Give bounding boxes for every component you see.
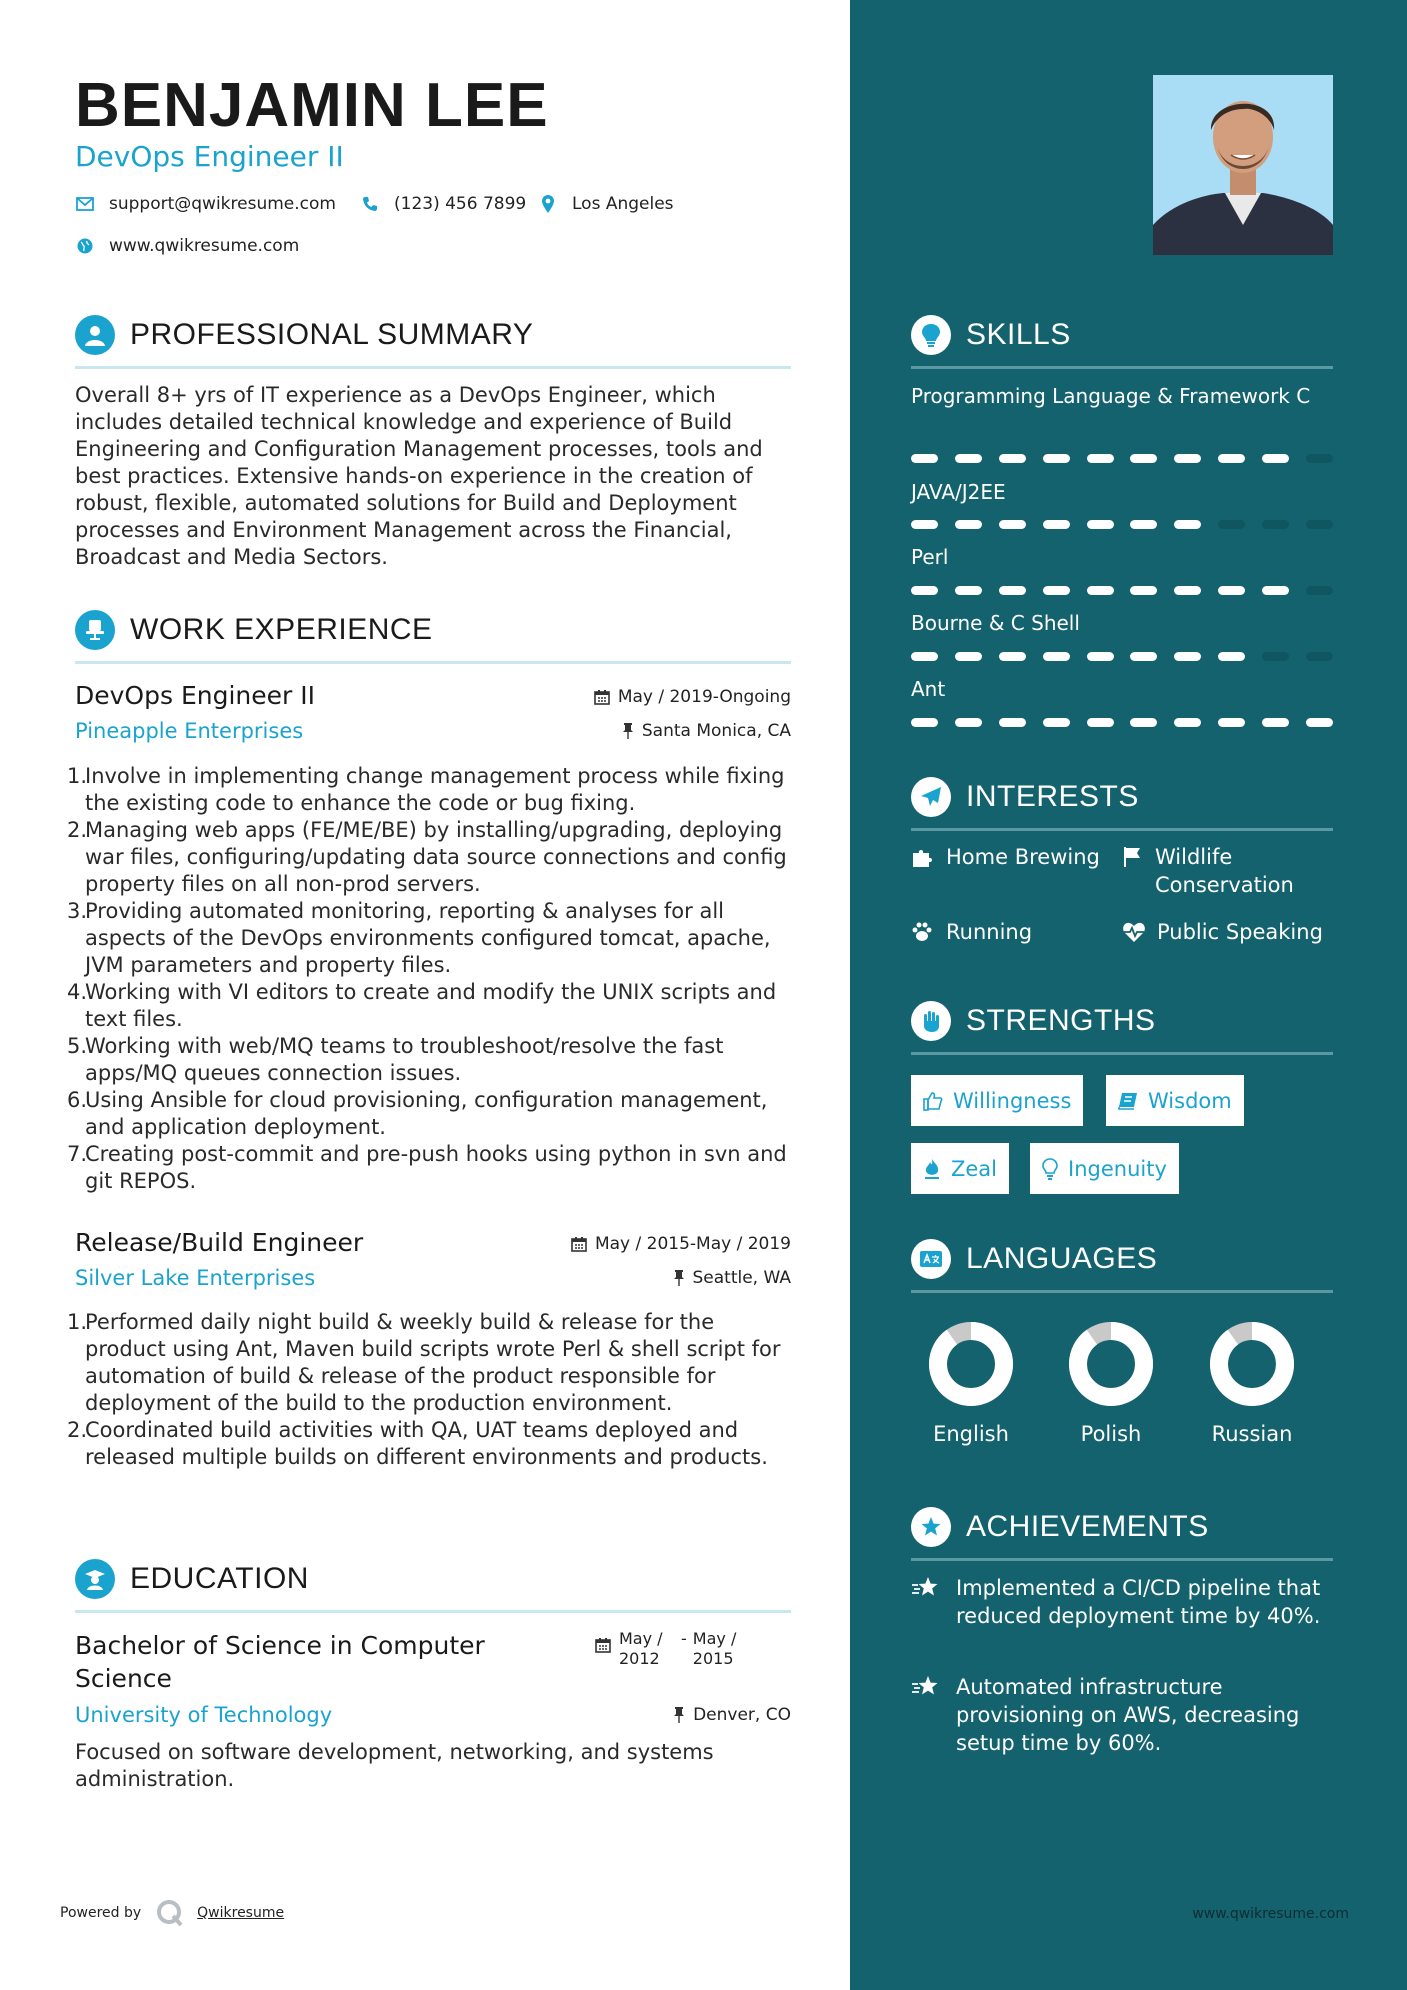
pushpin-icon (673, 1707, 685, 1723)
language-ring (916, 1318, 1026, 1410)
skill-level-bar (911, 718, 1333, 727)
heartbeat-icon (1122, 918, 1146, 950)
skill-item (911, 609, 1333, 638)
achievement-text: Implemented a CI/CD pipeline that reduced deployment time by 40%. (956, 1576, 1321, 1628)
school-name: University of Technology (75, 1703, 333, 1727)
languages-heading: LANGUAGES (966, 1242, 1158, 1275)
contact-phone[interactable] (360, 194, 526, 214)
envelope-icon (75, 194, 95, 214)
education-entry (75, 1629, 791, 1799)
education-heading: EDUCATION (130, 1562, 309, 1595)
skill-dot-filled (955, 652, 982, 661)
skill-dot-filled (999, 520, 1026, 529)
skill-level-bar (911, 586, 1333, 595)
skill-dot-filled (1130, 652, 1157, 661)
strength-badge (1106, 1075, 1244, 1126)
language-ring-fill (1219, 1331, 1285, 1397)
interest-item (1122, 918, 1323, 950)
education-divider (75, 1610, 791, 1613)
skill-dot-filled (999, 454, 1026, 463)
job-date-text: May / 2019-Ongoing (617, 687, 791, 707)
language-item (916, 1318, 1026, 1446)
education-section (75, 1558, 791, 1613)
pushpin-icon (673, 1270, 685, 1286)
skill-item (911, 478, 1333, 507)
degree-title: Bachelor of Science in Computer Science (75, 1631, 485, 1693)
skill-dot-filled (1130, 586, 1157, 595)
powered-by-label: Powered by (60, 1905, 142, 1921)
user-icon (75, 315, 115, 355)
skill-dot-empty (1306, 520, 1333, 529)
bullet-text: Using Ansible for cloud provisioning, configuration management, and application deployment. (85, 1088, 768, 1139)
language-label: Polish (1080, 1422, 1142, 1446)
skill-name: Bourne & C Shell (911, 611, 1080, 635)
summary-heading: PROFESSIONAL SUMMARY (130, 318, 534, 351)
bullet-text: Working with web/MQ teams to troubleshoot/resolve the fast apps/MQ queues connection issues. (85, 1034, 724, 1085)
education-dates: May / 2012 - May / 2015 (595, 1629, 755, 1669)
strength-label: Ingenuity (1068, 1156, 1167, 1181)
skill-dot-empty (1218, 520, 1245, 529)
website-text: www.qwikresume.com (109, 236, 300, 256)
skill-dot-empty (1262, 652, 1289, 661)
contact-location (538, 194, 674, 214)
skill-dot-filled (1130, 718, 1157, 727)
skill-dot-filled (1262, 586, 1289, 595)
job-company: Silver Lake Enterprises (75, 1266, 316, 1290)
job-date (594, 687, 791, 707)
skill-dot-filled (955, 454, 982, 463)
phone-icon (360, 194, 380, 214)
candidate-name: BENJAMIN LEE (75, 71, 549, 140)
language-ring (1197, 1318, 1307, 1410)
education-location (673, 1705, 791, 1725)
interests-section (911, 776, 1333, 944)
strengths-section (911, 1000, 1333, 1055)
achievements-section (911, 1506, 1333, 1755)
skill-dot-filled (1043, 586, 1070, 595)
job-title: Release/Build Engineer (75, 1228, 364, 1257)
skill-dot-filled (911, 652, 938, 661)
bullet-text: Involve in implementing change management process while fixing the existing code to enhance the code or bug fixing. (85, 764, 785, 815)
education-start: May / 2012 (619, 1629, 663, 1668)
paper-plane-icon (911, 777, 951, 817)
job-date-text: May / 2015-May / 2019 (594, 1234, 791, 1254)
languages-divider (911, 1290, 1333, 1293)
hand-icon (911, 1001, 951, 1041)
language-item (1197, 1318, 1307, 1446)
skill-dot-filled (1218, 586, 1245, 595)
job-entry (67, 681, 791, 1201)
skill-dot-filled (1130, 454, 1157, 463)
skill-dot-filled (1218, 718, 1245, 727)
skills-heading: SKILLS (966, 318, 1071, 351)
skill-dot-filled (999, 718, 1026, 727)
flame-icon (923, 1158, 941, 1180)
chair-icon (75, 610, 115, 650)
skill-dot-filled (1174, 520, 1201, 529)
list-item: 5. Working with web/MQ teams to troubleshoot/resolve the fast apps/MQ queues connection issues. (75, 1033, 795, 1087)
skill-dot-filled (911, 718, 938, 727)
skills-divider (911, 366, 1333, 369)
email-text: support@qwikresume.com (109, 194, 336, 214)
job-location (622, 721, 791, 741)
interest-label: Wildlife Conservation (1155, 845, 1294, 897)
skill-dot-empty (1262, 520, 1289, 529)
skill-dot-filled (911, 520, 938, 529)
strengths-divider (911, 1052, 1333, 1055)
language-label: English (933, 1422, 1009, 1446)
achievement-item (911, 1574, 1333, 1630)
skill-dot-filled (1087, 652, 1114, 661)
skill-dot-filled (999, 586, 1026, 595)
list-item: 4. Working with VI editors to create and modify the UNIX scripts and text files. (75, 979, 795, 1033)
location-text: Los Angeles (572, 194, 674, 214)
achievements-divider (911, 1558, 1333, 1561)
skill-dot-filled (999, 652, 1026, 661)
strengths-heading: STRENGTHS (966, 1004, 1156, 1037)
skill-dot-filled (1174, 718, 1201, 727)
skill-dot-filled (955, 586, 982, 595)
job-location-text: Seattle, WA (692, 1268, 791, 1288)
achievement-item (911, 1673, 1333, 1757)
bullet-text: Coordinated build activities with QA, UAT teams deployed and released multiple builds on different environments and products. (85, 1418, 768, 1469)
calendar-icon (571, 1236, 587, 1252)
skill-item (911, 382, 1333, 411)
profile-photo (1153, 75, 1333, 255)
skills-section (911, 314, 1333, 701)
skill-dot-empty (1306, 454, 1333, 463)
languages-section (911, 1238, 1333, 1293)
skill-dot-filled (1174, 652, 1201, 661)
phone-text: (123) 456 7899 (394, 194, 527, 214)
map-pin-icon (538, 194, 558, 214)
lightbulb-icon (911, 315, 951, 355)
bullet-text: Providing automated monitoring, reporting & analyses for all aspects of the DevOps environments configured tomcat, apache, JVM parameters and property files. (85, 899, 771, 977)
language-ring-fill (1078, 1331, 1144, 1397)
language-icon (911, 1239, 951, 1279)
job-date (571, 1234, 791, 1254)
skill-item (911, 675, 1333, 704)
skill-dot-filled (1043, 718, 1070, 727)
education-location-text: Denver, CO (693, 1705, 791, 1725)
interest-label: Home Brewing (946, 845, 1100, 869)
job-location-text: Santa Monica, CA (641, 721, 791, 741)
skill-dot-filled (1087, 454, 1114, 463)
graduate-icon (75, 1559, 115, 1599)
skill-dot-filled (1043, 652, 1070, 661)
skill-dot-filled (1174, 454, 1201, 463)
summary-divider (75, 366, 791, 369)
bullet-text: Creating post-commit and pre-push hooks using python in svn and git REPOS. (85, 1142, 787, 1193)
skill-dot-filled (1218, 652, 1245, 661)
interest-label: Running (946, 920, 1033, 944)
strength-label: Wisdom (1148, 1088, 1232, 1113)
skill-dot-filled (1087, 718, 1114, 727)
list-item: 1. Performed daily night build & weekly build & release for the product using Ant, Maven build scripts wrote Perl & shell script for automation of build & release of the product responsible for deployment of the build to the production environment. (75, 1309, 795, 1417)
summary-section (75, 314, 791, 571)
interest-label: Public Speaking (1157, 920, 1323, 944)
footer-url[interactable]: www.qwikresume.com (1192, 1906, 1349, 1922)
summary-text: Overall 8+ yrs of IT experience as a DevOps Engineer, which includes detailed technical knowledge and experience of Build Engineering and Configuration Management processes, tools and best practices. Extensive hands-on experience in the creation of robust, flexible, automated solutions for Build and Deployment processes and Environment Management across the Financial, Broadcast and Media Sectors. (75, 383, 763, 569)
skill-dot-filled (955, 718, 982, 727)
skill-dot-empty (1306, 586, 1333, 595)
powered-by (60, 1898, 284, 1928)
calendar-icon (594, 689, 610, 705)
achievement-text: Automated infrastructure provisioning on AWS, decreasing setup time by 60%. (956, 1675, 1300, 1755)
strength-badge (911, 1075, 1083, 1126)
flag-icon (1122, 843, 1144, 899)
book-icon (1118, 1092, 1138, 1110)
skill-name: Programming Language & Framework C (911, 384, 1311, 408)
skill-dot-filled (1306, 718, 1333, 727)
skill-dot-filled (1087, 520, 1114, 529)
job-bullets (67, 1309, 795, 1471)
strength-badge (911, 1143, 1009, 1194)
paw-icon (911, 918, 935, 950)
job-company: Pineapple Enterprises (75, 719, 304, 743)
interest-item (1122, 843, 1322, 899)
skill-dot-filled (1262, 454, 1289, 463)
interests-heading: INTERESTS (966, 780, 1139, 813)
list-item: 3. Providing automated monitoring, reporting & analyses for all aspects of the DevOps environments configured tomcat, apache, JVM parameters and property files. (75, 898, 795, 979)
powered-by-brand[interactable]: Qwikresume (197, 1905, 285, 1921)
list-item: 2. Managing web apps (FE/ME/BE) by installing/upgrading, deploying war files, configuring/updating data source connections and config property files on all non-prod servers. (75, 817, 795, 898)
language-ring-fill (938, 1331, 1004, 1397)
candidate-title: DevOps Engineer II (75, 140, 344, 173)
skill-dot-filled (1130, 520, 1157, 529)
pushpin-icon (622, 723, 634, 739)
skill-dot-filled (911, 586, 938, 595)
calendar-icon (595, 1637, 611, 1653)
bullet-text: Managing web apps (FE/ME/BE) by installing/upgrading, deploying war files, configuring/updating data source connections and config property files on all non-prod servers. (85, 818, 787, 896)
list-item: 7. Creating post-commit and pre-push hooks using python in svn and git REPOS. (75, 1141, 795, 1195)
skill-dot-filled (1174, 586, 1201, 595)
skill-level-bar (911, 454, 1333, 463)
star-badge-icon (911, 1507, 951, 1547)
skill-name: Ant (911, 677, 946, 701)
skill-level-bar (911, 652, 1333, 661)
language-label: Russian (1211, 1422, 1293, 1446)
experience-divider (75, 661, 791, 664)
job-location (673, 1268, 792, 1288)
experience-heading: WORK EXPERIENCE (130, 613, 433, 646)
list-item: 1. Involve in implementing change management process while fixing the existing code to enhance the code or bug fixing. (75, 763, 795, 817)
education-description: Focused on software development, networking, and systems administration. (75, 1740, 714, 1791)
star-icon (911, 1574, 943, 1630)
list-item: 6. Using Ansible for cloud provisioning, configuration management, and application deployment. (75, 1087, 795, 1141)
skill-item (911, 543, 1333, 572)
puzzle-icon (911, 843, 935, 874)
skill-dot-filled (911, 454, 938, 463)
list-item: 2. Coordinated build activities with QA, UAT teams deployed and released multiple builds on different environments and products. (75, 1417, 795, 1471)
skill-name: JAVA/J2EE (911, 480, 1006, 504)
skill-dot-empty (1306, 652, 1333, 661)
interests-divider (911, 828, 1333, 831)
achievements-heading: ACHIEVEMENTS (966, 1510, 1209, 1543)
skill-dot-filled (1043, 520, 1070, 529)
language-ring (1056, 1318, 1166, 1410)
contact-website[interactable] (75, 236, 299, 256)
skill-name: Perl (911, 545, 949, 569)
bullet-text: Performed daily night build & weekly build & release for the product using Ant, Maven build scripts wrote Perl & shell script for automation of build & release of the product responsible for deployment of the build to the production environment. (85, 1310, 781, 1415)
job-title: DevOps Engineer II (75, 681, 315, 710)
skill-dot-filled (1043, 454, 1070, 463)
language-item (1056, 1318, 1166, 1446)
qwikresume-logo-icon (155, 1898, 185, 1928)
strength-label: Zeal (951, 1156, 998, 1181)
skill-dot-filled (955, 520, 982, 529)
star-icon (911, 1673, 943, 1757)
skill-dot-filled (1218, 454, 1245, 463)
job-bullets (67, 763, 795, 1195)
bullet-text: Working with VI editors to create and modify the UNIX scripts and text files. (85, 980, 777, 1031)
skill-dot-filled (1262, 718, 1289, 727)
globe-icon (75, 236, 95, 256)
job-entry (67, 1228, 791, 1518)
skill-dot-filled (1087, 586, 1114, 595)
interest-item (911, 843, 1100, 874)
thumbs-up-icon (923, 1091, 943, 1111)
strength-badge (1030, 1143, 1179, 1194)
experience-section (75, 609, 791, 664)
skill-level-bar (911, 520, 1333, 529)
interest-item (911, 918, 1032, 950)
lightbulb-icon (1042, 1158, 1058, 1180)
education-end: May / 2015 (692, 1629, 737, 1668)
contact-email[interactable] (75, 194, 336, 214)
strength-label: Willingness (953, 1088, 1072, 1113)
